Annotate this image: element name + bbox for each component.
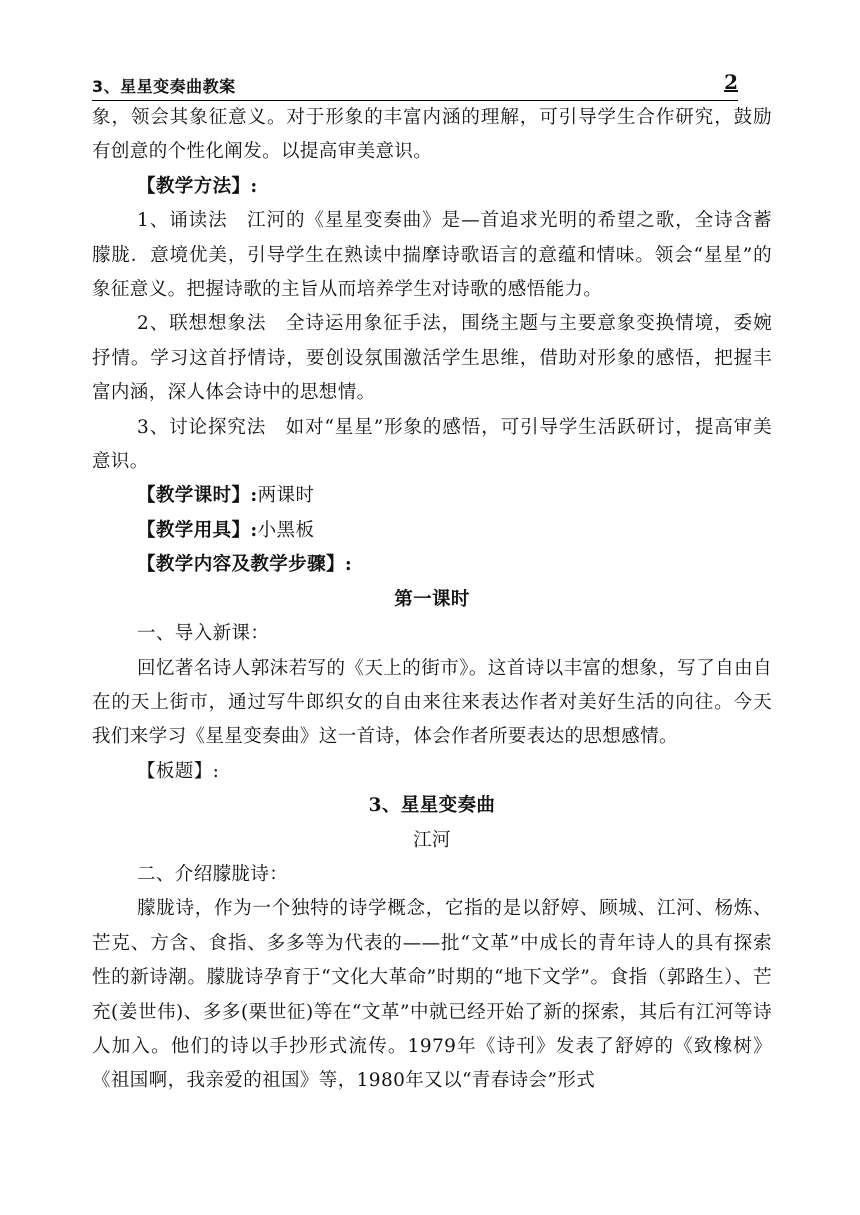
lesson-hours-label: 【教学课时】: — [137, 485, 258, 507]
paragraph-continuation: 象，领会其象征意义。对于形象的丰富内涵的理解，可引导学生合作研究，鼓励有创意的个性化阐发。以提高审美意识。 — [92, 107, 772, 163]
page-header — [92, 72, 738, 101]
document-body — [92, 101, 772, 1099]
method-discussion: 3、讨论探究法 如对“星星”形象的感悟，可引导学生活跃研讨，提高审美意识。 — [92, 416, 772, 473]
teaching-tools-value: 小黑板 — [257, 519, 315, 541]
step-introduction-heading: 一、导入新课： — [137, 623, 270, 645]
section-heading-methods: 【教学方法】: — [137, 175, 258, 197]
board-title-label: 【板题】: — [137, 760, 220, 782]
lesson-hours-value: 两课时 — [257, 485, 315, 507]
header-title: 3、星星变奏曲教案 — [92, 77, 236, 96]
method-recitation: 1、诵读法 江河的《星星变奏曲》是—首追求光明的希望之歌，全诗含蓄朦胧．意境优美，引导学生在熟读中揣摩诗歌语言的意蕴和情味。领会“星星”的象征意义。把握诗歌的主旨从而培养学生对诗歌的感悟能力。 — [92, 210, 772, 301]
teaching-tools — [92, 514, 772, 548]
introduction-paragraph: 回忆著名诗人郭沫若写的《天上的街市》。这首诗以丰富的想象，写了自由自在的天上街市，通过写牛郎织女的自由来往来表达作者对美好生活的向往。今天我们来学习《星星变奏曲》这一首诗，体会作者所要表达的思想感情。 — [92, 657, 772, 748]
method-imagination: 2、联想想象法 全诗运用象征手法，围绕主题与主要意象变换情境，委婉抒情。学习这首抒情诗，要创设氛围激活学生思维，借助对形象的感悟，把握丰富内涵，深人体会诗中的思想情。 — [92, 313, 772, 404]
section-heading-steps: 【教学内容及教学步骤】: — [137, 554, 353, 576]
first-lesson-title: 第一课时 — [394, 588, 470, 610]
lesson-hours — [92, 479, 772, 513]
teaching-tools-label: 【教学用具】: — [137, 519, 258, 541]
board-poem-title: 3、星星变奏曲 — [368, 795, 496, 817]
page-number: 2 — [724, 70, 738, 94]
step-misty-poetry-heading: 二、介绍朦胧诗： — [137, 863, 289, 885]
misty-poetry-paragraph: 朦胧诗，作为一个独特的诗学概念，它指的是以舒婷、顾城、江河、杨炼、芒克、方含、食指、多多等为代表的——批“文革”中成长的青年诗人的具有探索性的新诗潮。朦胧诗孕育于“文化大革命”时期的“地下文学”。食指（郭路生）、芒充(姜世伟)、多多(栗世征)等在“文革”中就已经开始了新的探索，其后有江河等诗人加入。他们的诗以手抄形式流传。1979年《诗刊》发表了舒婷的《致橡树》《祖国啊，我亲爱的祖国》等，1980年又以“青春诗会”形式 — [92, 898, 772, 1092]
board-poem-author: 江河 — [413, 829, 451, 851]
